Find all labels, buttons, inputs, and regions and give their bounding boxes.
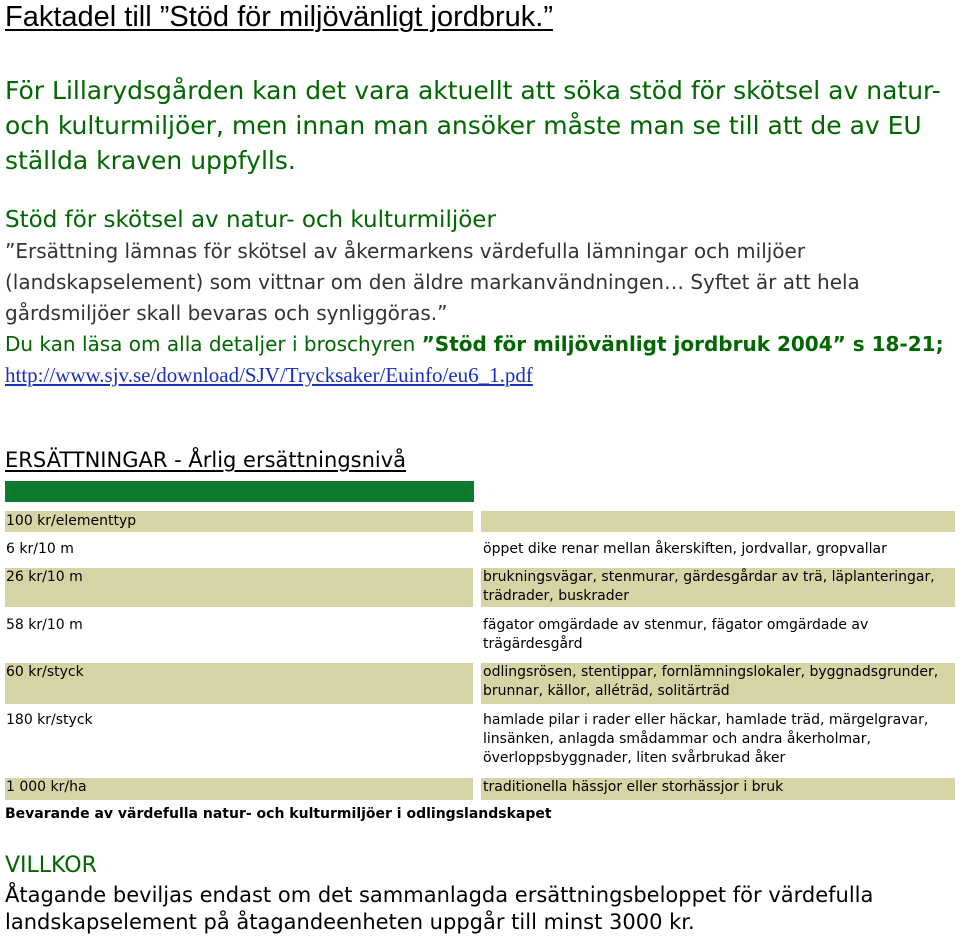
section-quote: ”Ersättning lämnas för skötsel av åkermarkens värdefulla lämningar och miljöer (landskapselement) som vittnar om den äldre markanvändningen… Syftet är att hela gårdsmiljöer skall bevaras och synliggöras.” — [5, 239, 860, 325]
villkor-heading: VILLKOR — [5, 853, 97, 878]
description-cell: brukningsvägar, stenmurar, gärdesgårdar av trä, läplanteringar, trädrader, buskrader — [481, 568, 955, 607]
description-cell: öppet dike renar mellan åkerskiften, jordvallar, gropvallar — [483, 541, 887, 557]
brochure-title: ”Stöd för miljövänligt jordbruk 2004” s 18-21; — [421, 332, 944, 356]
description-cell: traditionella hässjor eller storhässjor i bruk — [481, 778, 955, 800]
description-cell: odlingsrösen, stentippar, fornlämningslokaler, byggnadsgrunder, brunnar, källor, alléträd, solitärträd — [481, 663, 955, 704]
table-header-row — [0, 511, 960, 532]
brochure-prefix: Du kan läsa om alla detaljer i broschyren — [5, 332, 422, 356]
amount-cell: 6 kr/10 m — [6, 541, 74, 557]
section-heading: Stöd för skötsel av natur- och kulturmiljöer — [5, 207, 496, 233]
amount-cell: 60 kr/styck — [5, 663, 473, 704]
amount-cell: 58 kr/10 m — [6, 617, 83, 633]
table-header-bar — [5, 481, 474, 502]
amount-cell: 1 000 kr/ha — [5, 778, 473, 800]
villkor-text: Åtagande beviljas endast om det sammanlagda ersättningsbeloppet för värdefulla landskapselement på åtagandeenheten uppgår till minst 3000 kr. — [5, 883, 874, 934]
description-cell: hamlade pilar i rader eller häckar, hamlade träd, märgelgravar, linsänken, anlagda smådammar och andra åkerholmar, överloppsbyggnader, liten svårbrukad åker — [483, 712, 929, 766]
section-skotsel — [5, 205, 957, 391]
amount-cell: 180 kr/styck — [6, 712, 93, 728]
header-right-cell — [481, 511, 955, 532]
table-footer: Bevarande av värdefulla natur- och kulturmiljöer i odlingslandskapet — [5, 806, 552, 822]
brochure-reference — [5, 329, 957, 391]
ersattningar-heading: ERSÄTTNINGAR - Årlig ersättningsnivå — [5, 448, 407, 472]
page-title: Faktadel till ”Stöd för miljövänligt jordbruk.” — [5, 1, 553, 33]
amount-cell: 26 kr/10 m — [5, 568, 473, 607]
description-cell: fägator omgärdade av stenmur, fägator omgärdade av trägärdesgård — [483, 617, 869, 652]
brochure-link[interactable]: http://www.sjv.se/download/SJV/Trycksaker/Euinfo/eu6_1.pdf — [5, 363, 533, 387]
header-left-cell: 100 kr/elementtyp — [5, 511, 473, 532]
intro-paragraph: För Lillarydsgården kan det vara aktuellt att söka stöd för skötsel av natur- och kulturmiljöer, men innan man ansöker måste man se till att de av EU ställda kraven uppfylls. — [5, 76, 941, 175]
